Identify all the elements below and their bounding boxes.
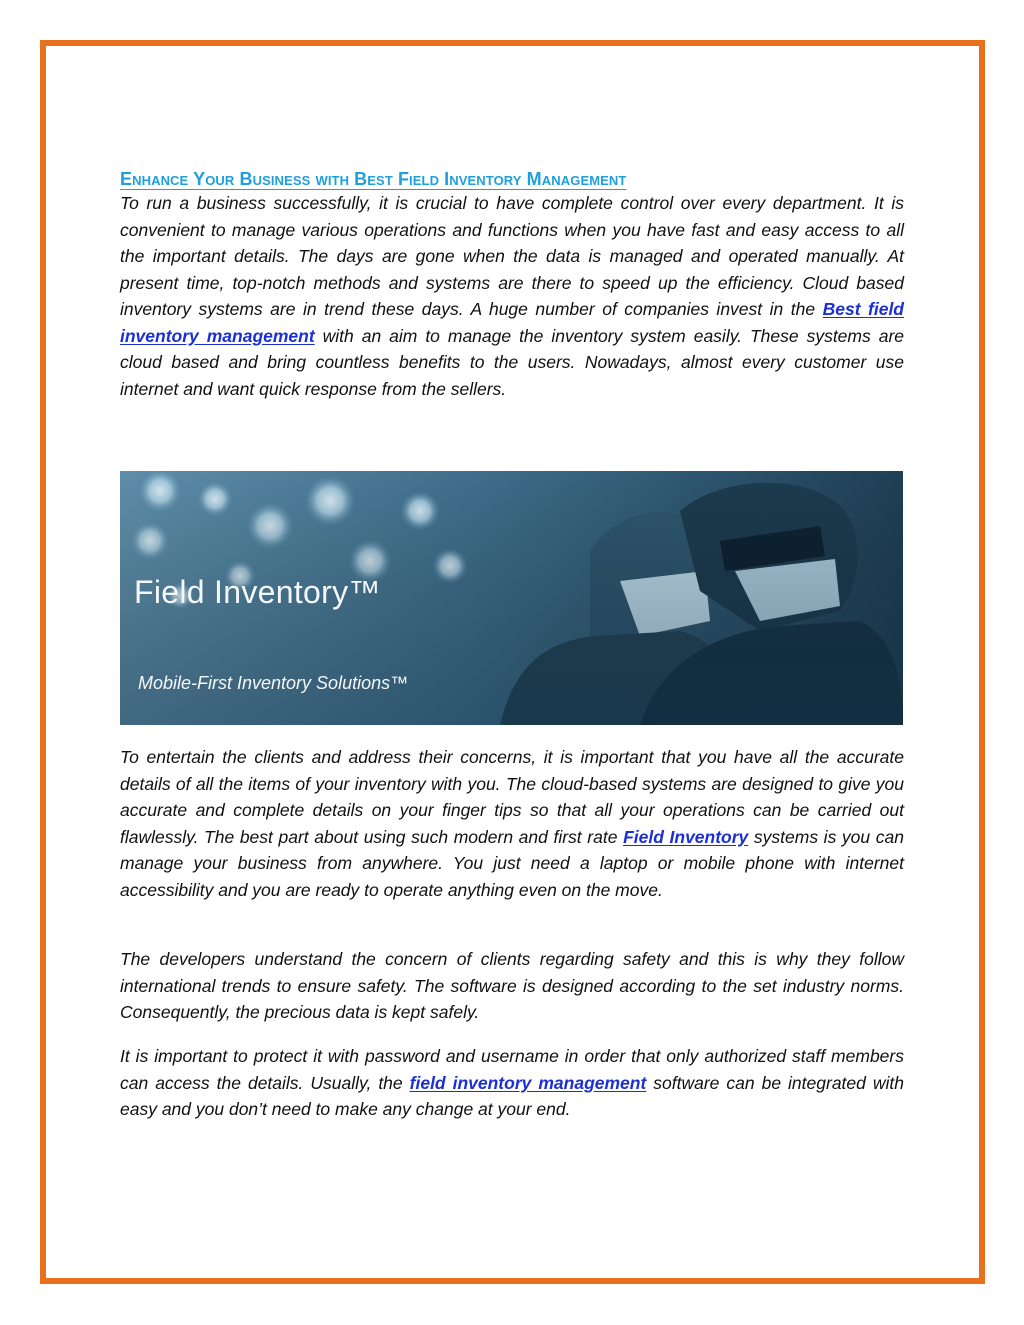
paragraph-text: with an aim to manage the inventory system easily. These systems are cloud based and bring countless benefits to the users. Nowadays, almost every customer use internet and want quick response from the sellers. — [120, 325, 905, 399]
banner-title: Field Inventory™ — [134, 574, 381, 610]
paragraph-safety: The developers understand the concern of clients regarding safety and this is why they follow international trends to ensure safety. The software is designed according to the set industry norms. Consequently, the precious data is kept safely. — [120, 949, 904, 1022]
paragraph-intro — [120, 190, 904, 402]
paragraph-security — [120, 1043, 904, 1123]
field-inventory-management-link[interactable]: field inventory management — [409, 1072, 647, 1093]
paragraph-text: software can be integrated with easy and you don’t need to make any change at your end. — [120, 1072, 904, 1119]
paragraph-text: systems is you can manage your business from anywhere. You just need a laptop or mobile phone with internet accessibility and you are ready to operate anything even on the move. — [120, 826, 904, 900]
best-field-inventory-management-link[interactable]: Best field inventory management — [120, 299, 904, 346]
paragraph-text: To run a business successfully, it is crucial to have complete control over every department. It is convenient to manage various operations and functions when you have fast and easy access to all the important details. The days are gone when the data is managed and operated manually. At present time, top-notch methods and systems are there to speed up the efficiency. Cloud based inventory systems are in trend these days. A huge number of companies invest in the — [120, 193, 904, 319]
banner-image — [120, 471, 903, 725]
paragraph-text: To entertain the clients and address their concerns, it is important that you have all the accurate details of all the items of your inventory with you. The cloud-based systems are designed to give you accurate and complete details on your finger tips so that all your operations can be carried out flawlessly. The best part about using such modern and first rate — [120, 747, 904, 847]
banner-subtitle: Mobile-First Inventory Solutions™ — [138, 673, 409, 693]
field-inventory-link[interactable]: Field Inventory — [623, 826, 749, 847]
paragraph-clients — [120, 744, 904, 903]
paragraph-text: It is important to protect it with password and username in order that only authorized staff members can access the details. Usually, the — [120, 1046, 904, 1093]
page-title: Enhance Your Business with Best Field Inventory Management — [120, 169, 627, 189]
